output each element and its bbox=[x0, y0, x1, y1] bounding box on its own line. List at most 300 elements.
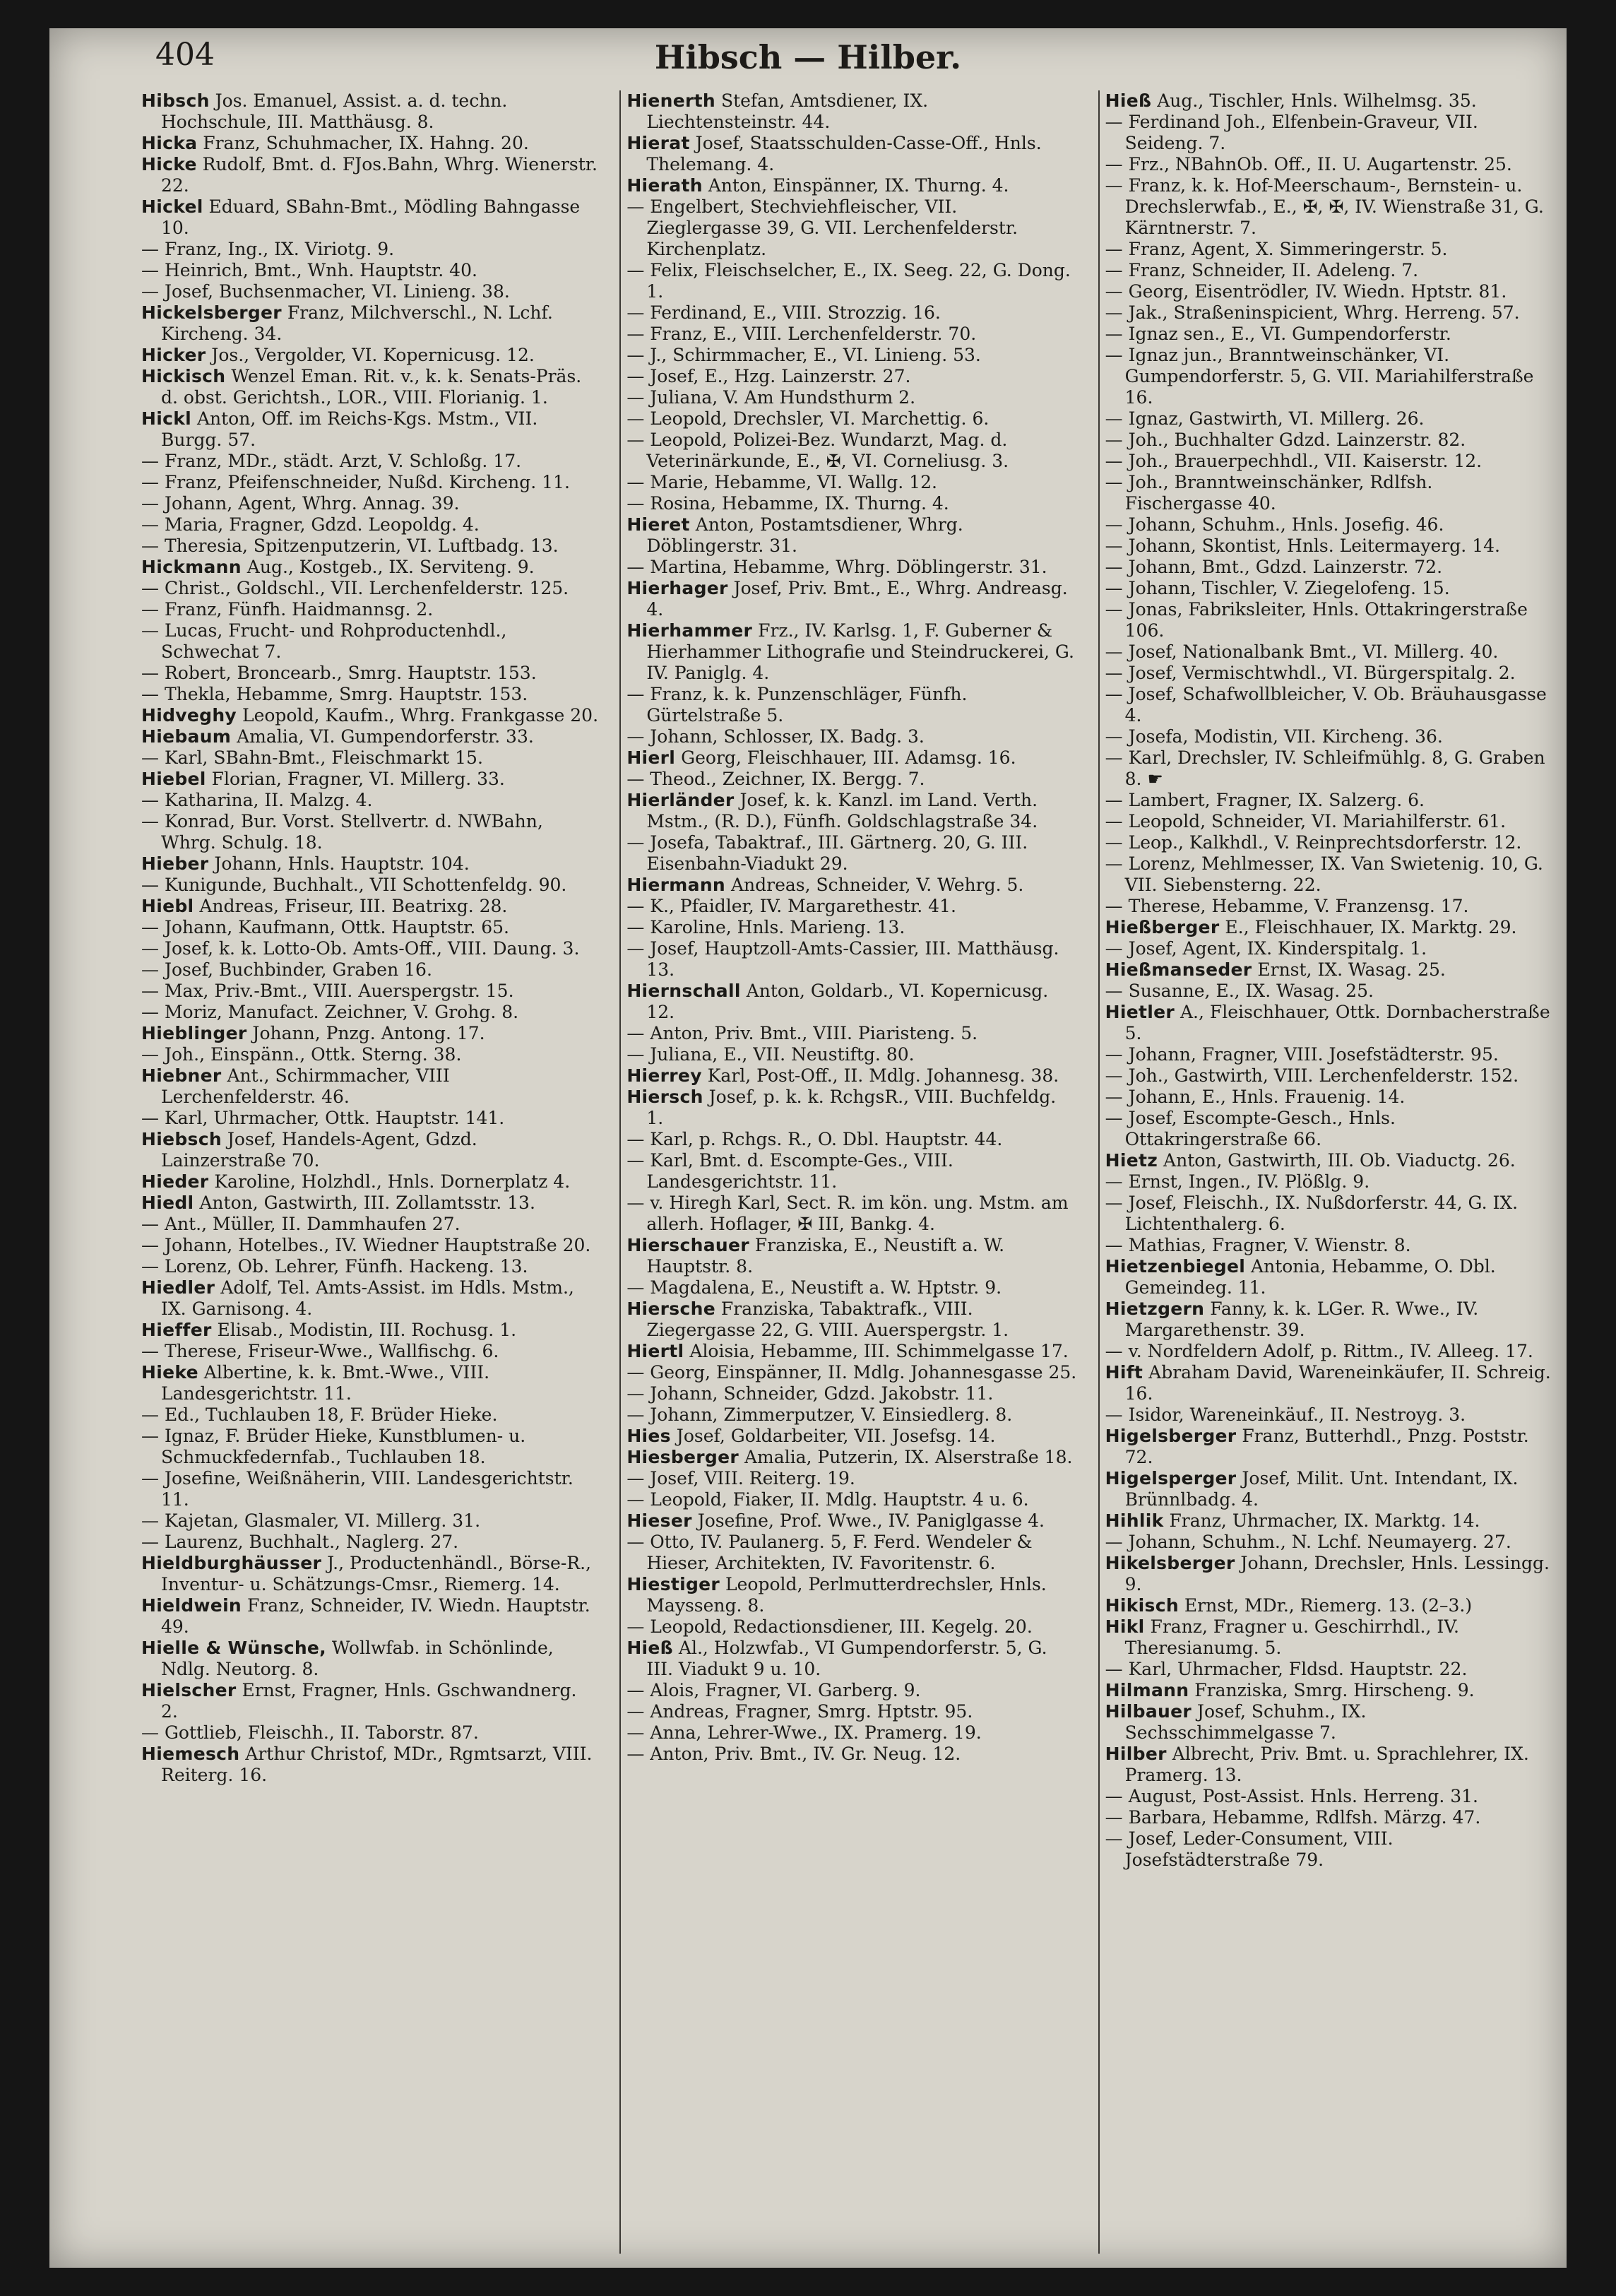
entry-details: — Karl, SBahn-Bmt., Fleischmarkt 15. bbox=[141, 747, 483, 768]
directory-entry bbox=[141, 1680, 598, 1722]
directory-entry bbox=[626, 1532, 1076, 1574]
entry-details: — Juliana, E., VII. Neustiftg. 80. bbox=[626, 1044, 915, 1065]
entry-details: — Johann, Schlosser, IX. Badg. 3. bbox=[626, 726, 925, 747]
entry-details: — Gottlieb, Fleischh., II. Taborstr. 87. bbox=[141, 1722, 479, 1743]
entry-surname: Hierschauer bbox=[626, 1235, 749, 1255]
entry-surname: Higelsberger bbox=[1105, 1426, 1237, 1446]
entry-details: — Franz, Pfeifenschneider, Nußd. Kircheng. 11. bbox=[141, 472, 570, 492]
directory-entry bbox=[141, 1341, 598, 1362]
entry-surname: Hierrey bbox=[626, 1065, 702, 1086]
entry-details: J., Productenhändl., Börse-R., Inventur- u. Schätzungs-Cmsr., Riemerg. 14. bbox=[161, 1553, 592, 1594]
directory-entry bbox=[141, 281, 598, 302]
directory-entry bbox=[626, 1044, 1076, 1065]
entry-details: — Karl, Uhrmacher, Ottk. Hauptstr. 141. bbox=[141, 1108, 505, 1128]
directory-entry bbox=[1105, 1616, 1555, 1659]
directory-entry bbox=[141, 875, 598, 896]
entry-surname: Hiebsch bbox=[141, 1129, 222, 1149]
entry-surname: Hieldwein bbox=[141, 1595, 242, 1616]
directory-entry bbox=[626, 260, 1076, 302]
entry-details: — Lambert, Fragner, IX. Salzerg. 6. bbox=[1105, 790, 1425, 810]
directory-entry bbox=[141, 853, 598, 875]
directory-entry bbox=[141, 769, 598, 790]
directory-entry bbox=[626, 196, 1076, 260]
directory-entry bbox=[141, 451, 598, 472]
directory-entry bbox=[1105, 1532, 1555, 1553]
directory-entry bbox=[141, 154, 598, 196]
entry-details: Al., Holzwfab., VI Gumpendorferstr. 5, G. III. Viadukt 9 u. 10. bbox=[646, 1638, 1047, 1679]
directory-entry bbox=[141, 1510, 598, 1532]
directory-entry bbox=[1105, 1404, 1555, 1426]
directory-entry bbox=[626, 1341, 1076, 1362]
entry-details: — Josef, E., Hzg. Lainzerstr. 27. bbox=[626, 366, 911, 386]
entry-details: — Josefa, Modistin, VII. Kircheng. 36. bbox=[1105, 726, 1443, 747]
entry-details: — Theod., Zeichner, IX. Bergg. 7. bbox=[626, 769, 925, 789]
entry-details: — Franz, E., VIII. Lerchenfelderstr. 70. bbox=[626, 324, 977, 344]
entry-details: Franziska, Smrg. Hirscheng. 9. bbox=[1189, 1680, 1475, 1700]
entry-details: — Josef, Buchbinder, Graben 16. bbox=[141, 959, 432, 980]
directory-entry bbox=[1105, 1065, 1555, 1087]
entry-surname: Hieß bbox=[626, 1638, 673, 1658]
entry-details: Karl, Post-Off., II. Mdlg. Johannesg. 38. bbox=[701, 1065, 1059, 1086]
directory-entry bbox=[141, 1722, 598, 1744]
directory-entry bbox=[141, 196, 598, 239]
directory-entry bbox=[141, 1638, 598, 1680]
column-2 bbox=[619, 90, 1076, 2254]
entry-details: — Josefine, Weißnäherin, VIII. Landesgerichtstr. 11. bbox=[141, 1468, 574, 1510]
directory-entry bbox=[1105, 599, 1555, 641]
directory-entry bbox=[1105, 535, 1555, 557]
directory-entry bbox=[141, 1023, 598, 1044]
directory-entry bbox=[626, 366, 1076, 387]
directory-entry bbox=[626, 896, 1076, 917]
entry-details: — Josef, Agent, IX. Kinderspitalg. 1. bbox=[1105, 938, 1427, 959]
directory-entry bbox=[1105, 726, 1555, 747]
entry-surname: Hietzenbiegel bbox=[1105, 1256, 1246, 1277]
entry-details: — Johann, Fragner, VIII. Josefstädterstr. 95. bbox=[1105, 1044, 1499, 1065]
entry-surname: Hikelsberger bbox=[1105, 1553, 1235, 1573]
entry-surname: Hieldburghäusser bbox=[141, 1553, 322, 1573]
entry-details: — Maria, Fragner, Gdzd. Leopoldg. 4. bbox=[141, 514, 480, 535]
directory-entry bbox=[626, 1193, 1076, 1235]
entry-details: — Josef, Hauptzoll-Amts-Cassier, III. Matthäusg. 13. bbox=[626, 938, 1059, 980]
directory-entry bbox=[626, 1298, 1076, 1341]
directory-entry bbox=[141, 578, 598, 599]
directory-entry bbox=[626, 1426, 1076, 1447]
entry-details: — Thekla, Hebamme, Smrg. Hauptstr. 153. bbox=[141, 684, 528, 704]
directory-entry bbox=[626, 747, 1076, 769]
directory-entry bbox=[626, 557, 1076, 578]
entry-surname: Hieblinger bbox=[141, 1023, 247, 1043]
entry-details: Anton, Postamtsdiener, Whrg. Döblingerstr. 31. bbox=[646, 514, 963, 556]
directory-entry bbox=[626, 578, 1076, 620]
entry-surname: Hielle & Wünsche, bbox=[141, 1638, 326, 1658]
directory-entry bbox=[1105, 1680, 1555, 1701]
page-number: 404 bbox=[155, 37, 215, 73]
directory-entry bbox=[626, 1087, 1076, 1129]
directory-entry bbox=[1105, 1044, 1555, 1065]
entry-details: — Leopold, Polizei-Bez. Wundarzt, Mag. d. Veterinärkunde, E., ✠, VI. Corneliusg. 3. bbox=[626, 430, 1009, 471]
entry-details: Josef, Handels-Agent, Gdzd. Lainzerstraße 70. bbox=[161, 1129, 477, 1171]
directory-entry bbox=[141, 260, 598, 281]
entry-details: — Laurenz, Buchhalt., Naglerg. 27. bbox=[141, 1532, 459, 1552]
column-1 bbox=[141, 90, 598, 2254]
directory-entry bbox=[1105, 281, 1555, 302]
directory-entry bbox=[1105, 1256, 1555, 1298]
entry-details: Anton, Einspänner, IX. Thurng. 4. bbox=[702, 175, 1009, 196]
directory-entry bbox=[1105, 1298, 1555, 1341]
entry-details: Elisab., Modistin, III. Rochusg. 1. bbox=[211, 1320, 517, 1340]
entry-details: — Ignaz jun., Branntweinschänker, VI. Gumpendorferstr. 5, G. VII. Mariahilferstraße 16. bbox=[1105, 345, 1534, 408]
directory-entry bbox=[626, 1447, 1076, 1468]
entry-details: — Karl, Uhrmacher, Fldsd. Hauptstr. 22. bbox=[1105, 1659, 1468, 1679]
directory-entry bbox=[1105, 557, 1555, 578]
entry-details: Andreas, Friseur, III. Beatrixg. 28. bbox=[194, 896, 508, 916]
entry-details: — Susanne, E., IX. Wasag. 25. bbox=[1105, 981, 1374, 1001]
entry-surname: Hiebl bbox=[141, 896, 194, 916]
directory-entry bbox=[141, 938, 598, 959]
entry-details: Johann, Pnzg. Antong. 17. bbox=[246, 1023, 485, 1043]
directory-entry bbox=[626, 387, 1076, 408]
directory-entry bbox=[141, 1532, 598, 1553]
entry-details: — Robert, Broncearb., Smrg. Hauptstr. 153. bbox=[141, 663, 537, 683]
directory-entry bbox=[1105, 1150, 1555, 1171]
entry-details: Adolf, Tel. Amts-Assist. im Hdls. Mstm., IX. Garnisong. 4. bbox=[161, 1277, 574, 1319]
entry-details: Stefan, Amtsdiener, IX. Liechtensteinstr. 44. bbox=[646, 90, 929, 132]
directory-entry bbox=[1105, 408, 1555, 430]
entry-surname: Hikisch bbox=[1105, 1595, 1179, 1616]
entry-details: — Joh., Brauerpechhdl., VII. Kaiserstr. 12. bbox=[1105, 451, 1483, 471]
entry-surname: Hihlik bbox=[1105, 1510, 1164, 1531]
directory-entry bbox=[626, 514, 1076, 557]
entry-surname: Hieß bbox=[1105, 90, 1152, 111]
entry-details: — Otto, IV. Paulanerg. 5, F. Ferd. Wendeler & Hieser, Architekten, IV. Favoritenstr. 6. bbox=[626, 1532, 1033, 1573]
entry-surname: Hickisch bbox=[141, 366, 226, 386]
directory-entry bbox=[626, 790, 1076, 832]
directory-entry bbox=[141, 747, 598, 769]
entry-surname: Hicke bbox=[141, 154, 197, 174]
entry-details: — Franz, Ing., IX. Viriotg. 9. bbox=[141, 239, 395, 259]
directory-entry bbox=[1105, 1595, 1555, 1616]
entry-surname: Hickmann bbox=[141, 557, 242, 577]
entry-details: — Leopold, Schneider, VI. Mariahilferstr. 61. bbox=[1105, 811, 1507, 832]
entry-details: — Andreas, Fragner, Smrg. Hptstr. 95. bbox=[626, 1701, 973, 1722]
directory-entry bbox=[626, 1510, 1076, 1532]
entry-details: Ernst, IX. Wasag. 25. bbox=[1252, 959, 1446, 980]
entry-details: Albertine, k. k. Bmt.-Wwe., VIII. Landesgerichtstr. 11. bbox=[161, 1362, 490, 1404]
entry-details: Franz, Uhrmacher, IX. Marktg. 14. bbox=[1163, 1510, 1480, 1531]
directory-entry bbox=[141, 599, 598, 620]
entry-details: Antonia, Hebamme, O. Dbl. Gemeindeg. 11. bbox=[1124, 1256, 1496, 1298]
entry-details: — Frz., NBahnOb. Off., II. U. Augartenstr. 25. bbox=[1105, 154, 1512, 174]
directory-entry bbox=[141, 1595, 598, 1638]
entry-surname: Hickl bbox=[141, 408, 192, 429]
entry-surname: Hies bbox=[626, 1426, 671, 1446]
entry-details: Johann, Hnls. Hauptstr. 104. bbox=[208, 853, 470, 874]
directory-entry bbox=[1105, 324, 1555, 345]
entry-surname: Hiedler bbox=[141, 1277, 215, 1298]
entry-surname: Hiedl bbox=[141, 1193, 194, 1213]
entry-details: — Lorenz, Ob. Lehrer, Fünfh. Hackeng. 13. bbox=[141, 1256, 528, 1277]
directory-entry bbox=[1105, 1659, 1555, 1680]
entry-surname: Hickelsberger bbox=[141, 302, 282, 323]
directory-entry bbox=[141, 1108, 598, 1129]
entry-details: Franziska, E., Neustift a. W. Hauptstr. 8. bbox=[646, 1235, 1005, 1277]
entry-details: Abraham David, Wareneinkäufer, II. Schreig. 16. bbox=[1124, 1362, 1551, 1404]
directory-entry bbox=[626, 1574, 1076, 1616]
entry-surname: Hießberger bbox=[1105, 917, 1220, 937]
entry-details: — Jonas, Fabriksleiter, Hnls. Ottakringerstraße 106. bbox=[1105, 599, 1528, 641]
directory-entry bbox=[141, 1214, 598, 1235]
directory-entry bbox=[626, 302, 1076, 324]
entry-details: — Alois, Fragner, VI. Garberg. 9. bbox=[626, 1680, 921, 1700]
entry-details: — Georg, Einspänner, II. Mdlg. Johannesgasse 25. bbox=[626, 1362, 1077, 1383]
directory-entry bbox=[626, 1616, 1076, 1638]
entry-details: Florian, Fragner, VI. Millerg. 33. bbox=[206, 769, 505, 789]
directory-entry bbox=[1105, 1786, 1555, 1807]
entry-surname: Hidveghy bbox=[141, 705, 237, 726]
directory-entry bbox=[626, 472, 1076, 493]
entry-details: — Kajetan, Glasmaler, VI. Millerg. 31. bbox=[141, 1510, 481, 1531]
directory-entry bbox=[626, 1468, 1076, 1489]
directory-entry bbox=[141, 302, 598, 345]
directory-entry bbox=[141, 917, 598, 938]
directory-entry bbox=[626, 1404, 1076, 1426]
entry-surname: Hiebaum bbox=[141, 726, 232, 747]
entry-details: Aug., Kostgeb., IX. Serviteng. 9. bbox=[241, 557, 535, 577]
entry-details: — Franz, Agent, X. Simmeringerstr. 5. bbox=[1105, 239, 1448, 259]
directory-entry bbox=[1105, 578, 1555, 599]
page-header bbox=[49, 28, 1567, 99]
directory-entry bbox=[1105, 684, 1555, 726]
directory-entry bbox=[141, 535, 598, 557]
entry-details: — Joh., Branntweinschänker, Rdlfsh. Fischergasse 40. bbox=[1105, 472, 1433, 514]
entry-details: Arthur Christof, MDr., Rgmtsarzt, VIII. Reiterg. 16. bbox=[161, 1744, 593, 1785]
directory-entry bbox=[1105, 938, 1555, 959]
directory-entry bbox=[626, 620, 1076, 684]
entry-details: Josef, k. k. Kanzl. im Land. Verth. Mstm., (R. D.), Fünfh. Goldschlagstraße 34. bbox=[646, 790, 1038, 832]
entry-surname: Hiestiger bbox=[626, 1574, 720, 1594]
entry-surname: Hietzgern bbox=[1105, 1298, 1205, 1319]
entry-details: — Johann, Schuhm., N. Lchf. Neumayerg. 27. bbox=[1105, 1532, 1511, 1552]
entry-details: — v. Hiregh Karl, Sect. R. im kön. ung. Mstm. am allerh. Hoflager, ✠ III, Bankg. 4. bbox=[626, 1193, 1069, 1234]
entry-surname: Hierat bbox=[626, 133, 690, 153]
entry-details: — Marie, Hebamme, VI. Wallg. 12. bbox=[626, 472, 937, 492]
directory-entry bbox=[1105, 1553, 1555, 1595]
entry-details: — Josef, Vermischtwhdl., VI. Bürgerspitalg. 2. bbox=[1105, 663, 1516, 683]
entry-details: — Leopold, Fiaker, II. Mdlg. Hauptstr. 4 u. 6. bbox=[626, 1489, 1029, 1510]
entry-details: — Josef, Buchsenmacher, VI. Linieng. 38. bbox=[141, 281, 510, 302]
directory-entry bbox=[1105, 1171, 1555, 1193]
entry-details: — Martina, Hebamme, Whrg. Döblingerstr. 31. bbox=[626, 557, 1047, 577]
directory-entry bbox=[626, 1383, 1076, 1404]
entry-details: — Franz, Schneider, II. Adeleng. 7. bbox=[1105, 260, 1419, 280]
directory-entry bbox=[141, 408, 598, 451]
directory-entry bbox=[141, 345, 598, 366]
directory-entry bbox=[141, 790, 598, 811]
entry-details: — Heinrich, Bmt., Wnh. Hauptstr. 40. bbox=[141, 260, 477, 280]
directory-entry bbox=[141, 493, 598, 514]
directory-entry bbox=[626, 133, 1076, 175]
entry-details: Anton, Gastwirth, III. Ob. Viaductg. 26. bbox=[1158, 1150, 1516, 1171]
entry-surname: Hilbauer bbox=[1105, 1701, 1192, 1722]
entry-details: — Ant., Müller, II. Dammhaufen 27. bbox=[141, 1214, 461, 1234]
directory-entry bbox=[1105, 90, 1555, 112]
directory-entry bbox=[1105, 1087, 1555, 1108]
directory-entry bbox=[1105, 112, 1555, 154]
directory-entry bbox=[626, 1362, 1076, 1383]
entry-details: — Therese, Friseur-Wwe., Wallfischg. 6. bbox=[141, 1341, 499, 1361]
entry-details: — Josef, VIII. Reiterg. 19. bbox=[626, 1468, 855, 1489]
directory-entry bbox=[141, 1065, 598, 1108]
directory-entry bbox=[141, 472, 598, 493]
entry-details: — Josef, Escompte-Gesch., Hnls. Ottakringerstraße 66. bbox=[1105, 1108, 1396, 1149]
entry-details: — Katharina, II. Malzg. 4. bbox=[141, 790, 373, 810]
entry-surname: Hiebel bbox=[141, 769, 206, 789]
entry-details: Georg, Fleischhauer, III. Adamsg. 16. bbox=[675, 747, 1016, 768]
directory-entry bbox=[141, 1235, 598, 1256]
directory-page bbox=[49, 28, 1567, 2268]
entry-details: — Karl, p. Rchgs. R., O. Dbl. Hauptstr. 44. bbox=[626, 1129, 1003, 1149]
entry-details: Josef, p. k. k. RchgsR., VIII. Buchfeldg. 1. bbox=[646, 1087, 1057, 1128]
directory-entry bbox=[626, 90, 1076, 133]
entry-details: Franz, Fragner u. Geschirrhdl., IV. Theresianumg. 5. bbox=[1124, 1616, 1459, 1658]
directory-entry bbox=[626, 726, 1076, 747]
entry-details: — Ignaz, Gastwirth, VI. Millerg. 26. bbox=[1105, 408, 1425, 429]
directory-entry bbox=[1105, 1235, 1555, 1256]
directory-entry bbox=[626, 1701, 1076, 1722]
entry-surname: Hibsch bbox=[141, 90, 210, 111]
entry-details: E., Fleischhauer, IX. Marktg. 29. bbox=[1219, 917, 1517, 937]
directory-entry bbox=[1105, 1510, 1555, 1532]
entry-details: — Johann, E., Hnls. Frauenig. 14. bbox=[1105, 1087, 1406, 1107]
directory-entry bbox=[626, 1129, 1076, 1150]
entry-details: Josef, Staatsschulden-Casse-Off., Hnls. Thelemang. 4. bbox=[646, 133, 1042, 174]
entry-details: — Franz, k. k. Hof-Meerschaum-, Bernstein- u. Drechslerwfab., E., ✠, ✠, IV. Wienstraße 31, G. Kärntnerstr. 7. bbox=[1105, 175, 1544, 238]
directory-entry bbox=[1105, 514, 1555, 535]
entry-details: — Johann, Kaufmann, Ottk. Hauptstr. 65. bbox=[141, 917, 509, 937]
entry-surname: Hiesberger bbox=[626, 1447, 739, 1467]
entry-details: — Joh., Gastwirth, VIII. Lerchenfelderstr. 152. bbox=[1105, 1065, 1519, 1086]
directory-entry bbox=[626, 493, 1076, 514]
entry-details: Fanny, k. k. LGer. R. Wwe., IV. Margarethenstr. 39. bbox=[1124, 1298, 1479, 1340]
directory-entry bbox=[141, 896, 598, 917]
directory-entry bbox=[1105, 1002, 1555, 1044]
directory-entry bbox=[626, 938, 1076, 981]
directory-entry bbox=[141, 239, 598, 260]
entry-surname: Hierl bbox=[626, 747, 676, 768]
entry-details: — Juliana, V. Am Hundsthurm 2. bbox=[626, 387, 916, 408]
entry-details: — Josef, Fleischh., IX. Nußdorferstr. 44, G. IX. Lichtenthalerg. 6. bbox=[1105, 1193, 1519, 1234]
directory-entry bbox=[626, 1489, 1076, 1510]
entry-surname: Hieder bbox=[141, 1171, 209, 1192]
directory-entry bbox=[1105, 853, 1555, 896]
directory-entry bbox=[141, 1468, 598, 1510]
directory-entry bbox=[1105, 832, 1555, 853]
entry-surname: Hicka bbox=[141, 133, 198, 153]
entry-details: — Johann, Schuhm., Hnls. Josefig. 46. bbox=[1105, 514, 1444, 535]
entry-surname: Hieffer bbox=[141, 1320, 212, 1340]
entry-surname: Hilmann bbox=[1105, 1680, 1189, 1700]
entry-details: Karoline, Holzhdl., Hnls. Dornerplatz 4. bbox=[208, 1171, 571, 1192]
entry-details: — Johann, Bmt., Gdzd. Lainzerstr. 72. bbox=[1105, 557, 1443, 577]
directory-entry bbox=[141, 366, 598, 408]
entry-details: — Johann, Zimmerputzer, V. Einsiedlerg. 8. bbox=[626, 1404, 1013, 1425]
directory-entry bbox=[1105, 959, 1555, 981]
entry-surname: Hierländer bbox=[626, 790, 735, 810]
directory-entry bbox=[626, 1277, 1076, 1298]
entry-surname: Hiersche bbox=[626, 1298, 715, 1319]
entry-surname: Hieke bbox=[141, 1362, 198, 1383]
entry-details: Wenzel Eman. Rit. v., k. k. Senats-Präs. d. obst. Gerichtsh., LOR., VIII. Florianig. 1. bbox=[161, 366, 582, 408]
entry-details: — Anna, Lehrer-Wwe., IX. Pramerg. 19. bbox=[626, 1722, 982, 1743]
entry-details: — Josefa, Tabaktraf., III. Gärtnerg. 20, G. III. Eisenbahn-Viadukt 29. bbox=[626, 832, 1028, 874]
entry-details: Ant., Schirmmacher, VIII Lerchenfelderstr. 46. bbox=[161, 1065, 450, 1107]
entry-details: — Johann, Hotelbes., IV. Wiedner Hauptstraße 20. bbox=[141, 1235, 591, 1255]
entry-details: — Max, Priv.-Bmt., VIII. Auerspergstr. 15. bbox=[141, 981, 514, 1001]
entry-surname: Hift bbox=[1105, 1362, 1143, 1383]
entry-details: — Franz, k. k. Punzenschläger, Fünfh. Gürtelstraße 5. bbox=[626, 684, 968, 726]
directory-entry bbox=[626, 324, 1076, 345]
directory-entry bbox=[141, 684, 598, 705]
entry-surname: Hieret bbox=[626, 514, 690, 535]
directory-entry bbox=[141, 1553, 598, 1595]
entry-details: A., Fleischhauer, Ottk. Dornbacherstraße 5. bbox=[1124, 1002, 1550, 1043]
entry-details: — Ferdinand Joh., Elfenbein-Graveur, VII. Seideng. 7. bbox=[1105, 112, 1478, 153]
entry-surname: Hierhammer bbox=[626, 620, 753, 641]
directory-entry bbox=[141, 705, 598, 726]
entry-details: Johann, Drechsler, Hnls. Lessingg. 9. bbox=[1124, 1553, 1550, 1594]
entry-details: — Johann, Schneider, Gdzd. Jakobstr. 11. bbox=[626, 1383, 994, 1404]
entry-surname: Hiebner bbox=[141, 1065, 222, 1086]
entry-surname: Hiertl bbox=[626, 1341, 684, 1361]
directory-entry bbox=[1105, 1193, 1555, 1235]
entry-details: Ernst, Fragner, Hnls. Gschwandnerg. 2. bbox=[161, 1680, 577, 1722]
directory-entry bbox=[141, 1277, 598, 1320]
entry-details: Jos., Vergolder, VI. Kopernicusg. 12. bbox=[206, 345, 535, 365]
directory-entry bbox=[1105, 1108, 1555, 1150]
directory-entry bbox=[1105, 896, 1555, 917]
directory-entry bbox=[1105, 641, 1555, 663]
directory-entry bbox=[1105, 1744, 1555, 1786]
entry-details: Josefine, Prof. Wwe., IV. Paniglgasse 4. bbox=[691, 1510, 1045, 1531]
entry-details: — Anton, Priv. Bmt., IV. Gr. Neug. 12. bbox=[626, 1744, 961, 1764]
entry-details: — Rosina, Hebamme, IX. Thurng. 4. bbox=[626, 493, 949, 514]
directory-entry bbox=[626, 408, 1076, 430]
directory-entry bbox=[626, 1722, 1076, 1744]
directory-entry bbox=[141, 1002, 598, 1023]
entry-details: — Ferdinand, E., VIII. Strozzig. 16. bbox=[626, 302, 941, 323]
directory-entry bbox=[1105, 1828, 1555, 1871]
directory-entry bbox=[141, 959, 598, 981]
entry-details: — Ed., Tuchlauben 18, F. Brüder Hieke. bbox=[141, 1404, 498, 1425]
directory-entry bbox=[1105, 472, 1555, 514]
directory-entry bbox=[1105, 451, 1555, 472]
entry-surname: Hickel bbox=[141, 196, 203, 217]
column-3 bbox=[1098, 90, 1555, 2254]
entry-details: — Kunigunde, Buchhalt., VII Schottenfeldg. 90. bbox=[141, 875, 567, 895]
entry-details: — Johann, Tischler, V. Ziegelofeng. 15. bbox=[1105, 578, 1450, 598]
entry-details: Leopold, Perlmutterdrechsler, Hnls. Maysseng. 8. bbox=[646, 1574, 1047, 1616]
entry-surname: Hicker bbox=[141, 345, 206, 365]
entry-surname: Hienerth bbox=[626, 90, 716, 111]
directory-entry bbox=[141, 1744, 598, 1786]
entry-details: Amalia, VI. Gumpendorferstr. 33. bbox=[231, 726, 534, 747]
running-title: Hibsch — Hilber. bbox=[654, 38, 962, 76]
directory-entry bbox=[141, 133, 598, 154]
directory-entry bbox=[141, 1404, 598, 1426]
directory-entry bbox=[1105, 981, 1555, 1002]
entry-details: — Ignaz, F. Brüder Hieke, Kunstblumen- u. Schmuckfedernfab., Tuchlauben 18. bbox=[141, 1426, 526, 1467]
